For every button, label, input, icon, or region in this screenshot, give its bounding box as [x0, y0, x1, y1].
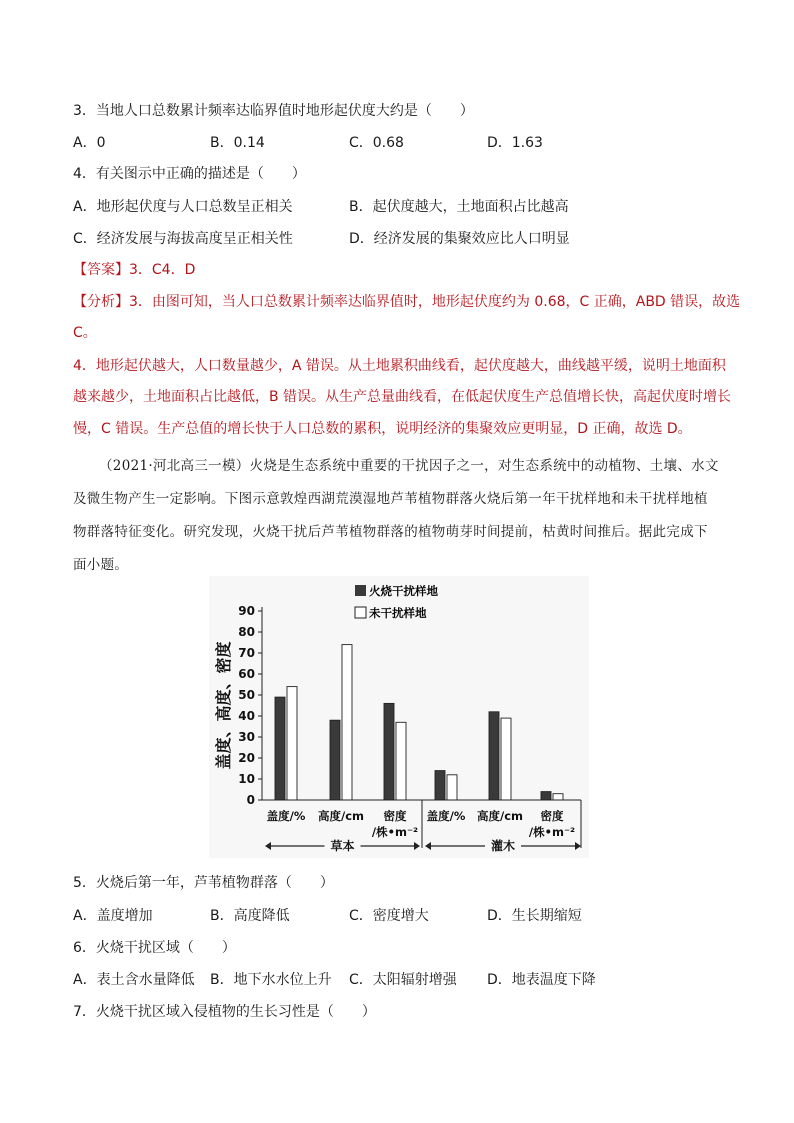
- legend-label-undisturbed: 未干扰样地: [369, 606, 427, 620]
- passage-line-2: 及微生物产生一定影响。下图示意敦煌西湖荒漠湿地芦苇植物群落火烧后第一年干扰样地和未干扰样地植: [73, 491, 708, 507]
- answer-line: [73, 260, 195, 280]
- bar-burned: [330, 720, 340, 800]
- x-category-label: 高度/cm: [477, 809, 523, 823]
- y-tick-label: 70: [238, 646, 255, 660]
- group-label: 草本: [330, 839, 355, 853]
- x-category-label: 高度/cm: [318, 809, 364, 823]
- x-category-label: 密度: [540, 809, 564, 823]
- analysis-line-4: 越来越少，土地面积占比越低，B 错误。从生产总量曲线看，在低起伏度生产总值增长快，高起伏度时增长: [73, 389, 732, 405]
- bar-undisturbed: [501, 718, 511, 800]
- question-5-stem: 5．火烧后第一年，芦苇植物群落（ ）: [73, 875, 334, 891]
- bar-undisturbed: [287, 687, 297, 800]
- analysis-text-1: 3．由图可知，当人口总数累计频率达临界值时，地形起伏度约为 0.68，C 正确，ABD 错误，故选: [129, 294, 741, 310]
- q3-option-c: C．0.68: [349, 135, 404, 151]
- q6-option-b: B．地下水水位上升: [210, 972, 332, 988]
- y-tick-label: 60: [238, 667, 255, 681]
- bar-burned: [384, 703, 394, 800]
- q3-option-b: B．0.14: [210, 135, 265, 151]
- y-tick-label: 80: [238, 625, 255, 639]
- y-tick-label: 50: [238, 688, 255, 702]
- bar-undisturbed: [447, 775, 457, 800]
- bar-undisturbed: [396, 722, 406, 800]
- q6-option-d: D．地表温度下降: [487, 972, 596, 988]
- analysis-line-2: C。: [73, 325, 97, 341]
- legend-swatch-undisturbed: [355, 607, 366, 618]
- q5-option-c: C．密度增大: [349, 908, 429, 924]
- legend-swatch-burned: [355, 585, 366, 596]
- q3-option-d: D．1.63: [487, 135, 543, 151]
- bar-undisturbed: [553, 794, 563, 800]
- bar-burned: [489, 712, 499, 800]
- passage-line-3: 物群落特征变化。研究发现，火烧干扰后芦苇植物群落的植物萌芽时间提前，枯黄时间推后。据此完成下: [73, 524, 708, 540]
- q3-option-a: A．0: [73, 135, 106, 151]
- bar-undisturbed: [342, 645, 352, 800]
- q4-option-b: B．起伏度越大，土地面积占比越高: [349, 199, 569, 215]
- y-tick-label: 0: [246, 793, 255, 807]
- analysis-label: 【分析】: [73, 294, 129, 310]
- bar-chart-figure: [209, 576, 589, 858]
- answer-label: 【答案】: [73, 262, 129, 278]
- x-category-unit: /株•m⁻²: [371, 825, 419, 839]
- question-6-stem: 6．火烧干扰区域（ ）: [73, 940, 236, 956]
- y-tick-label: 20: [238, 751, 255, 765]
- passage-line-4: 面小题。: [73, 557, 129, 573]
- bar-burned: [541, 792, 551, 800]
- bar-burned: [435, 771, 445, 800]
- analysis-line-5: 慢，C 错误。生产总值的增长快于人口总数的累积，说明经济的集聚效应更明显，D 正确，故选 D。: [73, 421, 692, 437]
- y-tick-label: 90: [238, 604, 255, 618]
- q5-option-a: A．盖度增加: [73, 908, 153, 924]
- y-tick-label: 10: [238, 772, 255, 786]
- x-category-label: 盖度/%: [426, 809, 466, 823]
- q6-option-a: A．表土含水量降低: [73, 972, 195, 988]
- question-3-stem: 3．当地人口总数累计频率达临界值时地形起伏度大约是（ ）: [73, 103, 474, 119]
- answer-text: 3．C4．D: [129, 262, 196, 278]
- legend-label-burned: 火烧干扰样地: [369, 584, 438, 598]
- q6-option-c: C．太阳辐射增强: [349, 972, 457, 988]
- q5-option-b: B．高度降低: [210, 908, 290, 924]
- group-label: 灌木: [490, 839, 516, 853]
- x-category-unit: /株•m⁻²: [528, 825, 576, 839]
- x-category-label: 密度: [383, 809, 407, 823]
- q4-option-a: A．地形起伏度与人口总数呈正相关: [73, 199, 293, 215]
- analysis-line-1: [73, 292, 740, 312]
- bar-chart: [209, 576, 589, 858]
- passage-line-1: （2021·河北高三一模）火烧是生态系统中重要的干扰因子之一，对生态系统中的动植物、土壤、水文: [99, 458, 719, 474]
- analysis-line-3: 4．地形起伏越大，人口数量越少，A 错误。从土地累积曲线看，起伏度越大，曲线越平缓，说明土地面积: [73, 358, 726, 374]
- question-7-stem: 7．火烧干扰区域入侵植物的生长习性是（ ）: [73, 1004, 376, 1020]
- bar-burned: [275, 697, 285, 800]
- y-tick-label: 30: [238, 730, 255, 744]
- y-tick-label: 40: [238, 709, 255, 723]
- question-4-stem: 4．有关图示中正确的描述是（ ）: [73, 166, 306, 182]
- q5-option-d: D．生长期缩短: [487, 908, 582, 924]
- q4-option-c: C．经济发展与海拔高度呈正相关性: [73, 231, 293, 247]
- y-axis-label: 盖度、高度、密度: [214, 641, 233, 770]
- x-category-label: 盖度/%: [266, 809, 306, 823]
- reading-passage: [73, 450, 725, 582]
- q4-option-d: D．经济发展的集聚效应比人口明显: [349, 231, 570, 247]
